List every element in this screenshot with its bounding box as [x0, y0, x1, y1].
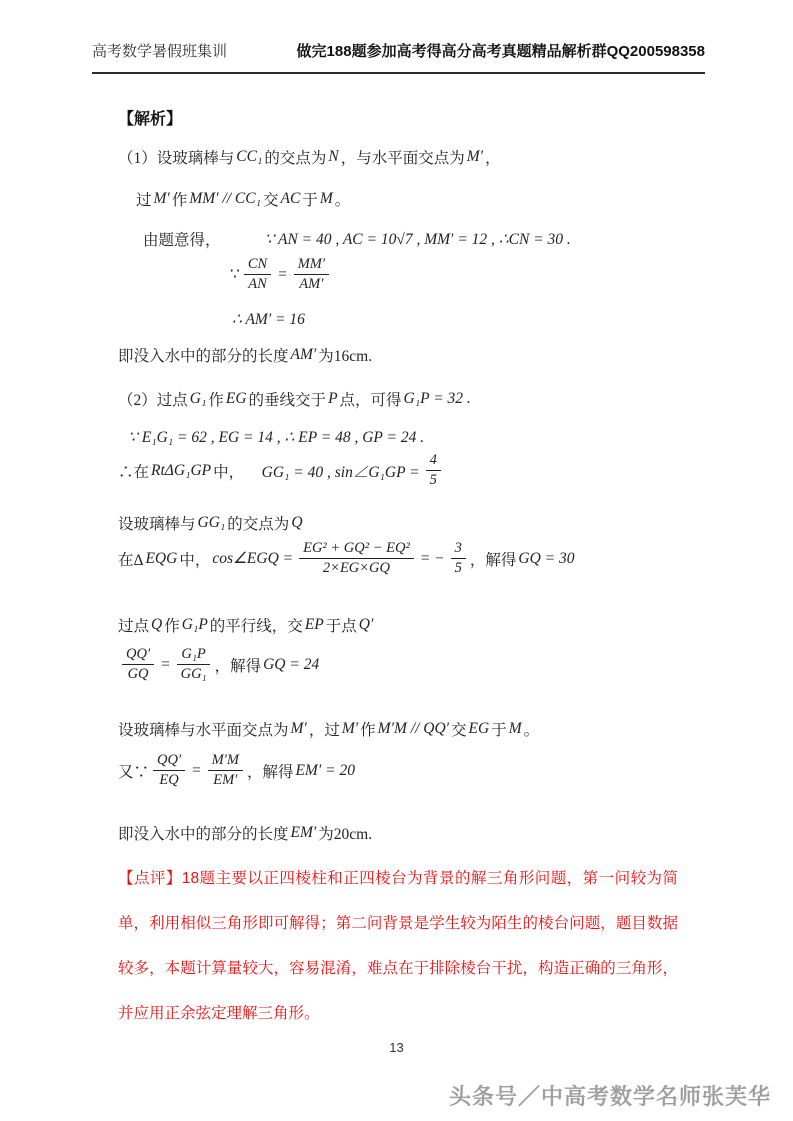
header-right-text: 做完188题参加高考得高分高考真题精品解析群QQ200598358	[296, 43, 705, 60]
math-run: =	[160, 655, 171, 673]
solution-line-2	[136, 188, 350, 210]
math-run: EG	[225, 390, 247, 407]
text-run: 中，	[213, 463, 245, 481]
text-run: 的交点为	[264, 150, 327, 167]
text-run: 的平行线，交	[209, 618, 303, 635]
page-header	[92, 40, 705, 74]
text-run: ，解得	[246, 763, 294, 781]
fraction	[244, 256, 271, 294]
fraction	[451, 540, 466, 578]
text-run: 中，	[179, 551, 211, 569]
text-run: ，解得	[469, 551, 517, 569]
fraction-denominator: EQ	[159, 772, 179, 789]
fraction-numerator: M′M	[208, 752, 243, 771]
solution-heading: 【解析】	[118, 111, 183, 128]
math-run: P	[328, 390, 338, 407]
math-run: ∵ E₁G₁ = 62 , EG = 14 , ∴ EP = 48 , GP = 24 .	[128, 429, 425, 446]
math-run: EQG	[145, 549, 178, 567]
fraction-numerator: QQ′	[153, 752, 185, 771]
text-run: 的垂线交于	[248, 392, 327, 409]
text-run: ∴在	[118, 463, 150, 481]
fraction-numerator: MM′	[294, 256, 329, 275]
text-run: 为20cm.	[318, 826, 373, 843]
fraction-numerator: G₁P	[177, 646, 209, 665]
fraction-numerator: 4	[426, 452, 441, 471]
because-symbol: ∵	[230, 266, 240, 284]
math-run: M′	[466, 148, 484, 165]
math-run: EG	[468, 720, 490, 737]
text-run: 设玻璃棒与	[118, 516, 196, 533]
math-run: M′	[153, 190, 170, 207]
solution-line-10	[118, 512, 305, 534]
text-run: 由题意得，	[143, 232, 221, 249]
math-run: GQ = 30	[518, 549, 575, 567]
text-run: 又∵	[118, 763, 150, 781]
fraction	[122, 646, 154, 684]
fraction	[426, 452, 441, 490]
fraction	[177, 646, 211, 684]
comment-paragraph: 【点评】18题主要以正四棱柱和正四棱台为背景的解三角形问题，第一问较为简单，利用相似三角形即可解得；第二问背景是学生较为陌生的棱台问题，题目数据较多，本题计算量较大，容易混淆，难点在于排除棱台干扰，构造正确的三角形，并应用正余弦定理解三角形。	[118, 870, 678, 1022]
fraction-denominator: 5	[454, 560, 462, 577]
fraction-numerator: 3	[451, 540, 466, 559]
math-run: GG₁ = 40 , sin∠G₁GP =	[246, 463, 420, 481]
fraction-denominator: GQ	[127, 666, 149, 683]
math-run: G₁	[189, 390, 207, 407]
fraction-denominator: 2×EG×GQ	[322, 560, 390, 577]
header-left-text: 高考数学暑假班集训	[92, 43, 228, 60]
math-run: = −	[419, 549, 445, 567]
math-run: MM′ // CC₁	[189, 190, 261, 207]
solution-line-6	[118, 344, 372, 366]
text-run: 在Δ	[118, 551, 144, 569]
math-run: EM′	[290, 824, 317, 841]
solution-equation-1	[230, 256, 333, 294]
solution-line-16	[118, 822, 372, 844]
math-run: =	[191, 761, 202, 779]
text-run: 于	[491, 722, 507, 739]
fraction	[294, 256, 329, 294]
text-run: 过	[136, 192, 152, 209]
text-run: 为16cm.	[318, 348, 373, 365]
text-run: 过点	[118, 618, 150, 635]
math-run: AC	[280, 190, 301, 207]
text-run: 即没入水中的部分的长度	[118, 826, 289, 843]
solution-line-7	[118, 388, 473, 410]
text-run: ，解得	[214, 657, 262, 675]
text-run: 即没入水中的部分的长度	[118, 348, 289, 365]
math-run: Q	[151, 616, 163, 633]
solution-line-15	[118, 752, 357, 790]
math-run: N	[328, 148, 339, 165]
text-run: 于	[302, 192, 318, 209]
solution-line-12	[118, 614, 375, 636]
fraction-denominator: GG₁	[180, 666, 207, 683]
fraction-numerator: QQ′	[122, 646, 154, 665]
solution-line-13	[118, 646, 321, 684]
fraction	[208, 752, 243, 790]
solution-line-11	[118, 540, 576, 578]
math-run: RtΔG₁GP	[151, 461, 212, 479]
math-run: G₁P = 32 .	[403, 390, 471, 407]
text-run: ，	[485, 150, 501, 167]
math-run: GG₁	[197, 514, 226, 531]
math-run: Q	[291, 514, 303, 531]
fraction-denominator: AN	[248, 276, 267, 293]
text-run: 点，可得	[339, 392, 402, 409]
math-run: M	[319, 190, 333, 207]
math-run: EP	[304, 616, 324, 633]
text-run: ，过	[308, 722, 340, 739]
text-run: （2）过点	[118, 392, 188, 409]
math-run: AM′	[290, 346, 317, 363]
math-run: M′M // QQ′	[377, 720, 450, 737]
math-run: ∴ AM′ = 16	[232, 311, 305, 328]
math-run: M′	[341, 720, 359, 737]
solution-line-3	[143, 228, 573, 250]
text-run: 设玻璃棒与水平面交点为	[118, 722, 289, 739]
solution-line-1	[118, 146, 501, 168]
fraction-denominator: AM′	[299, 276, 324, 293]
solution-line-8	[126, 428, 426, 447]
math-run: =	[277, 265, 288, 283]
text-run: 作	[164, 618, 180, 635]
text-run: 于点	[325, 618, 357, 635]
solution-line-9	[118, 452, 445, 490]
fraction	[153, 752, 185, 790]
fraction	[299, 540, 414, 578]
text-run: 的交点为	[227, 516, 290, 533]
math-run: ∵ AN = 40 , AC = 10√7 , MM′ = 12 , ∴CN = 30 .	[264, 230, 571, 248]
text-run: 交	[451, 722, 467, 739]
math-run: G₁P	[181, 616, 208, 633]
text-run: ，与水平面交点为	[340, 150, 465, 167]
math-run: cos∠EGQ =	[212, 550, 294, 568]
text-run: 作	[360, 722, 376, 739]
math-run: GQ = 24	[263, 655, 320, 673]
fraction-denominator: 5	[429, 472, 437, 489]
watermark-text: 头条号／中高考数学名师张芙华	[448, 1084, 771, 1109]
math-run: EM′ = 20	[295, 761, 355, 779]
text-run: 作	[171, 192, 188, 209]
fraction-denominator: EM′	[213, 772, 238, 789]
solution-line-5	[230, 310, 307, 329]
text-run: 。	[334, 192, 351, 209]
fraction-numerator: CN	[244, 256, 271, 275]
page-number: 13	[389, 1040, 404, 1055]
text-run: 交	[263, 192, 279, 209]
fraction-numerator: EG² + GQ² − EQ²	[299, 540, 414, 559]
text-run: 作	[208, 392, 224, 409]
math-run: M′	[290, 720, 307, 737]
math-run: M	[508, 720, 522, 737]
solution-line-14	[118, 718, 539, 740]
math-run: Q′	[358, 616, 374, 633]
text-run: 。	[523, 722, 540, 739]
math-run: CC₁	[236, 148, 263, 165]
text-run: （1）设玻璃棒与	[118, 150, 235, 167]
